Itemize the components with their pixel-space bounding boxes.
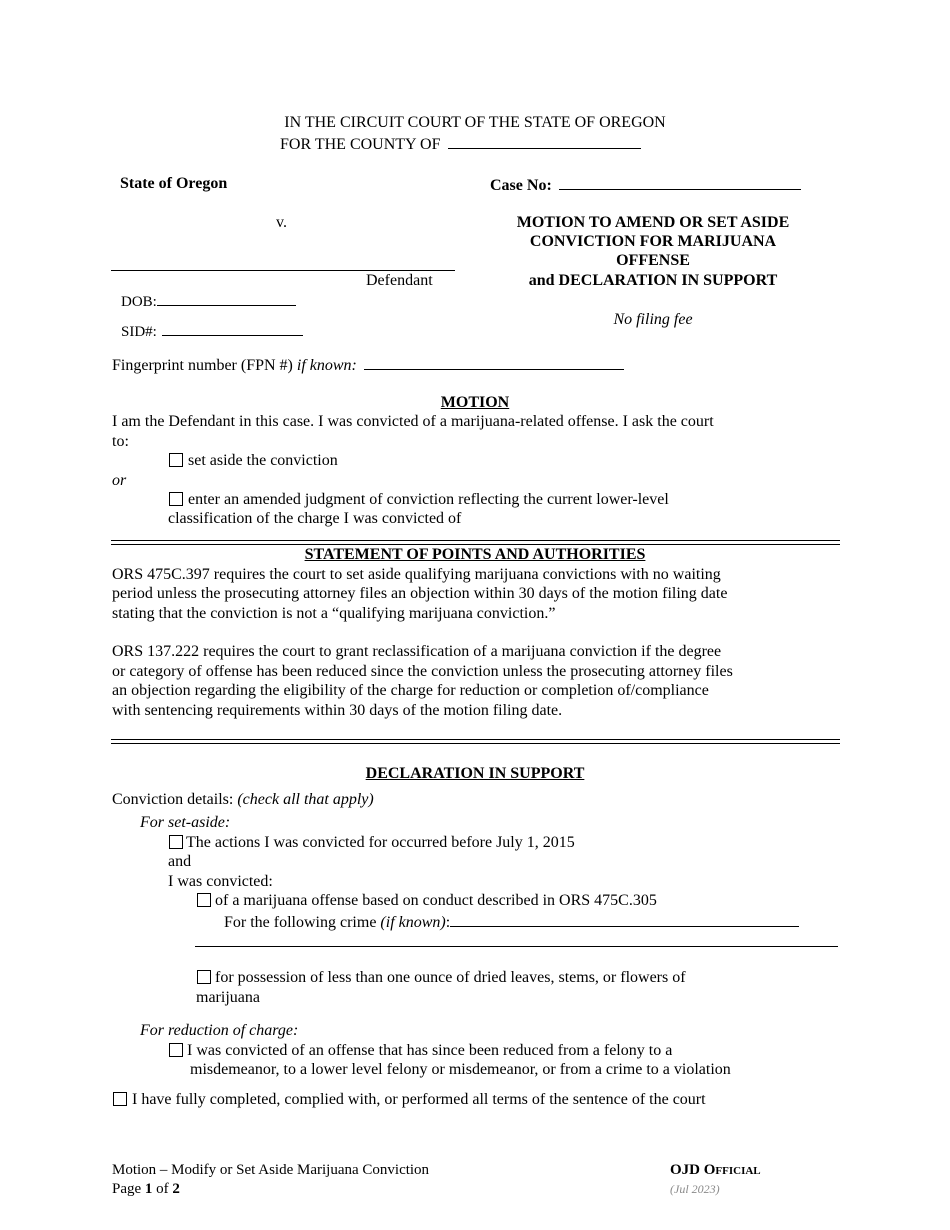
authorities-p1-line-3: stating that the conviction is not a “qualifying marijuana conviction.” <box>112 605 556 622</box>
form-title-line-1: MOTION TO AMEND OR SET ASIDE <box>516 214 790 231</box>
set-aside-checkbox[interactable] <box>169 453 183 467</box>
page-prefix: Page <box>112 1181 142 1197</box>
ors-475c305-label: of a marijuana offense based on conduct described in ORS 475C.305 <box>215 892 657 909</box>
page-current: 1 <box>144 1181 153 1197</box>
defendant-label: Defendant <box>366 272 433 289</box>
possession-label-line-1: for possession of less than one ounce of dried leaves, stems, or flowers of <box>215 969 686 986</box>
reduced-charge-checkbox[interactable] <box>169 1043 183 1057</box>
reduced-option <box>169 1041 672 1060</box>
footer-revision-date: (Jul 2023) <box>670 1182 720 1196</box>
completed-sentence-checkbox[interactable] <box>113 1092 127 1106</box>
possession-option <box>197 968 686 987</box>
court-line-1: IN THE CIRCUIT COURT OF THE STATE OF OREGON <box>284 114 666 131</box>
form-title-line-3: OFFENSE <box>616 252 690 269</box>
fpn-label: Fingerprint number (FPN #) <box>112 357 293 374</box>
county-label: FOR THE COUNTY OF <box>280 136 441 153</box>
footer-ojd-official <box>670 1161 761 1180</box>
footer-page-number <box>112 1180 180 1199</box>
and-text: and <box>168 853 192 870</box>
crime-hint: (if known) <box>380 914 446 931</box>
amend-label-line-2: classification of the charge I was convicted of <box>168 510 462 527</box>
before-2015-label: The actions I was convicted for occurred before July 1, 2015 <box>186 834 575 851</box>
case-number-line <box>490 174 801 195</box>
set-aside-subheading: For set-aside: <box>140 814 231 831</box>
authorities-p2-line-1: ORS 137.222 requires the court to grant reclassification of a marijuana conviction if the degree <box>112 643 722 660</box>
ors-475c305-option <box>197 891 657 910</box>
page-of: of <box>156 1181 169 1197</box>
case-no-label: Case No: <box>490 177 552 194</box>
completed-sentence-option <box>113 1090 706 1109</box>
authorities-p1-line-1: ORS 475C.397 requires the court to set aside qualifying marijuana convictions with no waiting <box>112 566 721 583</box>
county-line <box>280 133 641 154</box>
conviction-details-label: Conviction details: <box>112 791 234 808</box>
page-total: 2 <box>172 1181 180 1197</box>
authorities-p2-line-2: or category of offense has been reduced since the conviction unless the prosecuting attorney files <box>112 663 733 680</box>
option-set-aside <box>169 451 338 470</box>
authorities-p2-line-3: an objection regarding the eligibility of the charge for reduction or completion of/compliance <box>112 682 709 699</box>
ojd-label: OJD <box>670 1162 700 1178</box>
crime-label: For the following crime <box>224 914 377 931</box>
amend-label-line-1: enter an amended judgment of conviction reflecting the current lower-level <box>188 491 669 508</box>
crime-input-continued[interactable] <box>195 946 838 947</box>
form-title-line-4: and DECLARATION IN SUPPORT <box>528 272 778 289</box>
authorities-heading: STATEMENT OF POINTS AND AUTHORITIES <box>304 546 646 563</box>
sid-label: SID#: <box>121 324 157 340</box>
reduced-label-line-1: I was convicted of an offense that has since been reduced from a felony to a <box>187 1042 673 1059</box>
dob-label: DOB: <box>121 294 157 310</box>
fpn-line <box>112 354 624 375</box>
possession-label-line-2: marijuana <box>196 989 260 1006</box>
completed-sentence-label: I have fully completed, complied with, or performed all terms of the sentence of the court <box>132 1091 706 1108</box>
set-aside-label: set aside the conviction <box>188 452 338 469</box>
conviction-details-hint: (check all that apply) <box>237 791 374 808</box>
dob-input[interactable] <box>157 290 296 306</box>
case-number-input[interactable] <box>559 174 801 190</box>
reduced-label-line-2: misdemeanor, to a lower level felony or misdemeanor, or from a crime to a violation <box>190 1061 731 1078</box>
motion-or: or <box>112 472 127 489</box>
before-2015-checkbox[interactable] <box>169 835 183 849</box>
plaintiff-name: State of Oregon <box>120 175 228 192</box>
form-title-line-2: CONVICTION FOR MARIJUANA <box>529 233 777 250</box>
crime-input[interactable] <box>450 911 799 927</box>
reduction-subheading: For reduction of charge: <box>140 1022 299 1039</box>
section-divider-bottom <box>111 739 840 744</box>
option-amend <box>169 490 669 509</box>
filing-fee-note: No filing fee <box>613 311 693 328</box>
county-input[interactable] <box>448 133 641 149</box>
authorities-p2-line-4: with sentencing requirements within 30 days of the motion filing date. <box>112 702 563 719</box>
possession-checkbox[interactable] <box>197 970 211 984</box>
motion-heading: MOTION <box>440 394 510 411</box>
authorities-p1-line-2: period unless the prosecuting attorney files an objection within 30 days of the motion filing date <box>112 585 728 602</box>
fpn-if-known: if known: <box>296 357 357 374</box>
versus: v. <box>276 214 287 231</box>
before-2015-option <box>169 833 575 852</box>
sid-input[interactable] <box>162 320 303 336</box>
fpn-input[interactable] <box>364 354 624 370</box>
motion-intro-line-1: I am the Defendant in this case. I was convicted of a marijuana-related offense. I ask the court <box>112 413 714 430</box>
conviction-details-line <box>112 790 374 809</box>
footer-form-title: Motion – Modify or Set Aside Marijuana Conviction <box>112 1162 430 1178</box>
official-label: Official <box>703 1162 761 1178</box>
was-convicted-text: I was convicted: <box>168 873 273 890</box>
declaration-heading: DECLARATION IN SUPPORT <box>365 765 585 782</box>
motion-intro-line-2: to: <box>112 433 129 450</box>
sid-line <box>121 320 303 342</box>
amend-judgment-checkbox[interactable] <box>169 492 183 506</box>
ors-475c305-checkbox[interactable] <box>197 893 211 907</box>
crime-line: For the following crime (if known): <box>224 911 799 932</box>
dob-line <box>121 290 296 312</box>
